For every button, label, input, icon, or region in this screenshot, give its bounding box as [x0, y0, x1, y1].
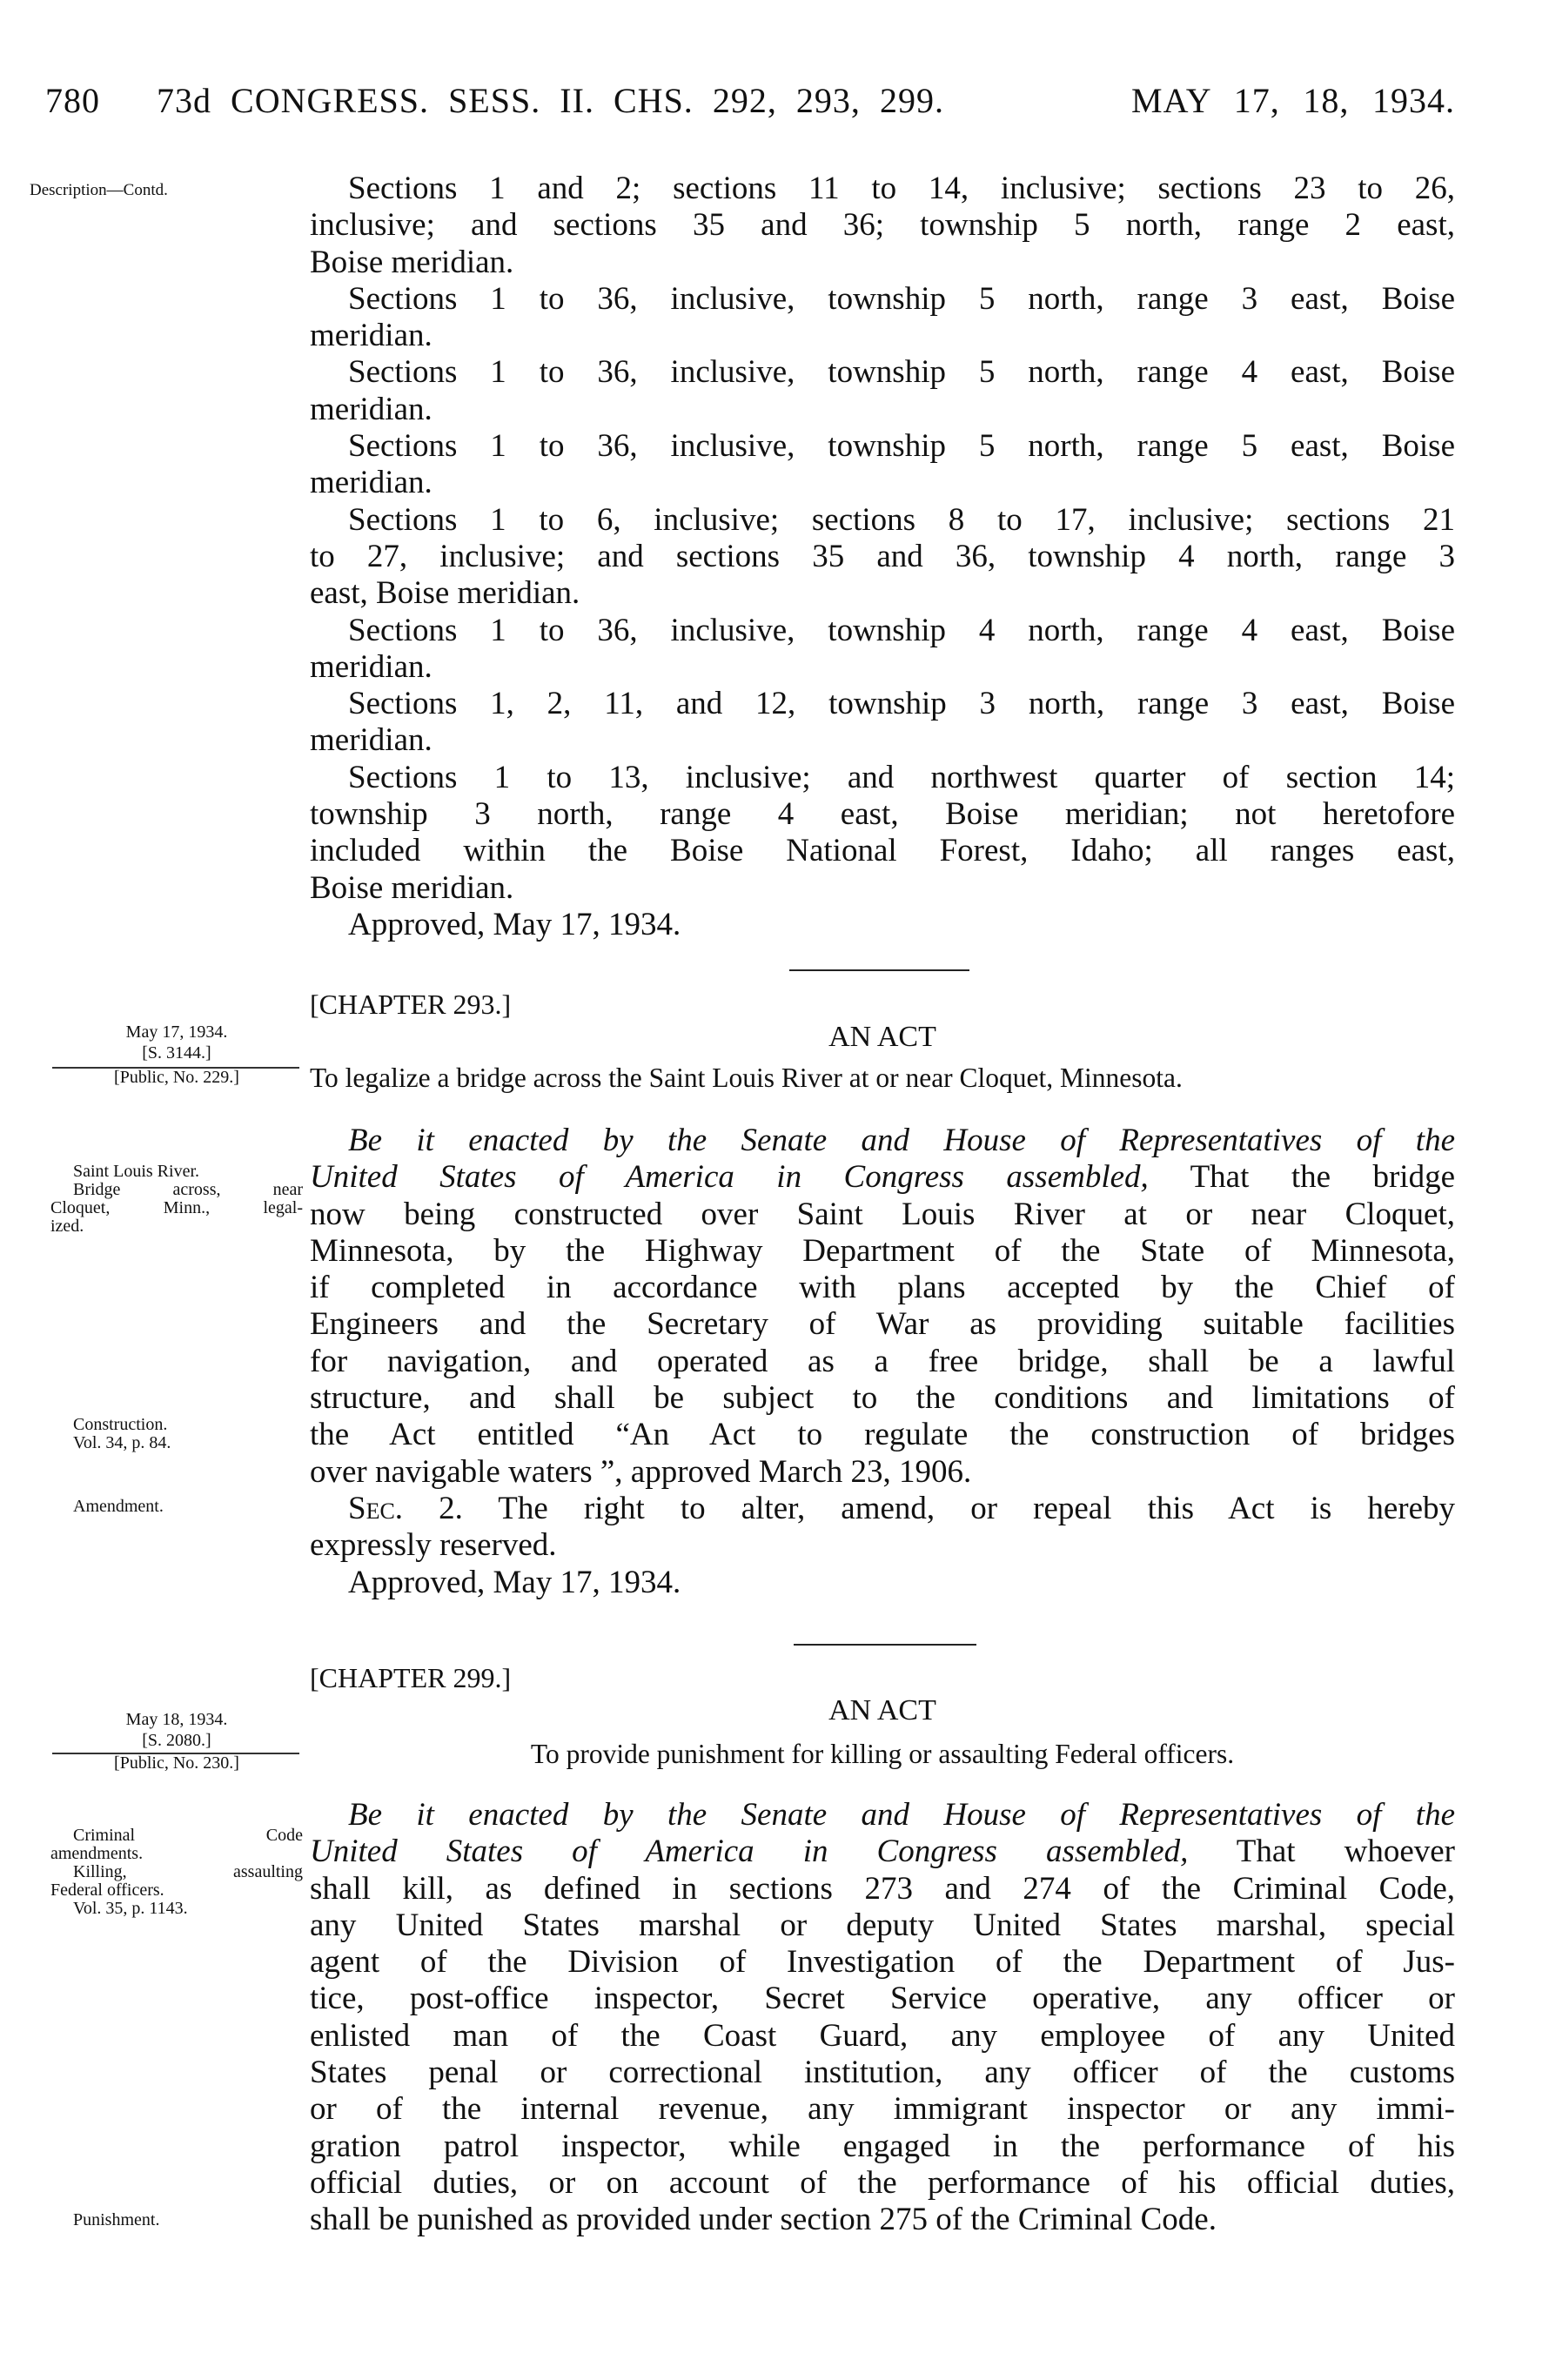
margin-note-line: Vol. 35, p. 1143.: [73, 1899, 188, 1918]
header-date: MAY 17, 18, 1934.: [1131, 81, 1455, 120]
text-line: any United States marshal or deputy United States marshal, special: [310, 1907, 1455, 1943]
chapter-299-bill-number: [S. 2080.]: [142, 1731, 211, 1750]
text-line: shall be punished as provided under section 275 of the Criminal Code.: [310, 2202, 1217, 2238]
text-line: agent of the Division of Investigation of the Department of Jus-: [310, 1944, 1455, 1981]
text-line: meridian.: [310, 391, 433, 427]
text-line: now being constructed over Saint Louis River at or near Cloquet,: [310, 1196, 1455, 1232]
chapter-299-date: May 18, 1934.: [125, 1710, 228, 1729]
text-line: shall kill, as defined in sections 273 and 274 of the Criminal Code,: [310, 1870, 1455, 1907]
text-segment: That whoever: [1188, 1834, 1455, 1870]
chapter-299-public-number: [Public, No. 230.]: [114, 1753, 239, 1773]
margin-note-line: Federal officers.: [50, 1881, 164, 1900]
chapter-293-title: To legalize a bridge across the Saint Louis River at or near Cloquet, Minnesota.: [310, 1063, 1183, 1093]
text-line: States penal or correctional institution, any officer of the customs: [310, 2055, 1455, 2091]
text-line: Minnesota, by the Highway Department of the State of Minnesota,: [310, 1232, 1455, 1269]
running-title: 73d CONGRESS. SESS. II. CHS. 292, 293, 299.: [157, 81, 944, 120]
section-divider: [794, 1644, 976, 1646]
enacting-clause-italic: Be it enacted by the Senate and House of Representatives of the: [348, 1123, 1455, 1158]
text-segment: 2. The right to alter, amend, or repeal this Act is hereby: [403, 1490, 1455, 1526]
text-line: enlisted man of the Coast Guard, any employee of any United: [310, 2017, 1455, 2054]
text-line: tice, post-office inspector, Secret Service operative, any officer or: [310, 1981, 1455, 2017]
margin-note-line: Killing, assaulting: [73, 1862, 303, 1881]
margin-note-amendment: [50, 1498, 303, 1516]
enacting-clause-italic: United States of America in Congress assembled,: [310, 1834, 1189, 1870]
enacting-clause-italic: Be it enacted by the Senate and House of Representatives of the: [348, 1797, 1455, 1833]
chapter-293-heading: AN ACT: [828, 1021, 936, 1053]
chapter-299-body: [310, 1797, 1455, 2239]
text-line: east, Boise meridian.: [310, 575, 580, 612]
chapter-292-body: [310, 171, 1455, 943]
text-segment: That the bridge: [1148, 1159, 1455, 1196]
text-line: for navigation, and operated as a free bridge, shall be a lawful: [310, 1343, 1455, 1379]
text-line: Approved, May 17, 1934.: [348, 1564, 681, 1600]
text-line: Sections 1 and 2; sections 11 to 14, inclusive; sections 23 to 26,: [348, 171, 1455, 206]
margin-note-line: Construction.: [73, 1415, 168, 1434]
margin-note-line: Cloquet, Minn., legal-: [50, 1198, 303, 1217]
chapter-299-title: To provide punishment for killing or assaulting Federal officers.: [530, 1739, 1235, 1769]
text-line: meridian.: [310, 648, 433, 685]
text-line: Engineers and the Secretary of War as providing suitable facilities: [310, 1306, 1455, 1343]
text-line: [310, 1491, 1455, 1527]
text-line: inclusive; and sections 35 and 36; township 5 north, range 2 east,: [310, 207, 1455, 244]
margin-note-line: Amendment.: [73, 1497, 164, 1516]
margin-note-line: Punishment.: [73, 2210, 160, 2229]
margin-note-construction: [50, 1416, 303, 1452]
text-line: [310, 1123, 1455, 1159]
text-line: meridian.: [310, 465, 433, 501]
page-number: 780: [45, 81, 100, 120]
text-line: or of the internal revenue, any immigrant inspector or any immi-: [310, 2091, 1455, 2128]
text-line: [310, 1797, 1455, 1834]
margin-note-saint-louis-river: [50, 1163, 303, 1236]
text-line: Sections 1 to 36, inclusive, township 5 north, range 4 east, Boise: [348, 354, 1455, 391]
text-line: included within the Boise National Forest, Idaho; all ranges east,: [310, 833, 1455, 869]
text-line: expressly reserved.: [310, 1527, 557, 1564]
margin-note-punishment: [50, 2211, 303, 2229]
chapter-293-body: [310, 1123, 1455, 1601]
text-line: [310, 1159, 1455, 1196]
text-line: Sections 1 to 36, inclusive, township 5 north, range 5 east, Boise: [348, 428, 1455, 465]
text-line: Boise meridian.: [310, 869, 514, 906]
text-line: Boise meridian.: [310, 244, 514, 280]
chapter-293-date: May 17, 1934.: [125, 1022, 228, 1042]
text-line: official duties, or on account of the performance of his official duties,: [310, 2164, 1455, 2201]
text-line: Sections 1 to 36, inclusive, township 5 north, range 3 east, Boise: [348, 280, 1455, 317]
text-line: Approved, May 17, 1934.: [348, 906, 681, 942]
margin-note-line: Criminal Code: [73, 1826, 303, 1845]
text-line: to 27, inclusive; and sections 35 and 36, township 4 north, range 3: [310, 538, 1455, 574]
text-line: township 3 north, range 4 east, Boise meridian; not heretofore: [310, 796, 1455, 833]
text-line: [310, 1834, 1455, 1870]
text-line: if completed in accordance with plans accepted by the Chief of: [310, 1270, 1455, 1306]
text-line: meridian.: [310, 318, 433, 354]
margin-note-line: Bridge across, near: [73, 1180, 303, 1199]
chapter-293-bill-number: [S. 3144.]: [142, 1043, 211, 1063]
text-line: Sections 1 to 13, inclusive; and northwest quarter of section 14;: [348, 759, 1455, 795]
text-line: meridian.: [310, 722, 433, 759]
margin-note-criminal-code: [50, 1827, 303, 1918]
text-line: gration patrol inspector, while engaged in the performance of his: [310, 2128, 1455, 2164]
chapter-299-label: [CHAPTER 299.]: [310, 1662, 512, 1693]
text-line: Sections 1 to 36, inclusive, township 4 north, range 4 east, Boise: [348, 612, 1455, 648]
text-line: Sections 1 to 6, inclusive; sections 8 to 17, inclusive; sections 21: [348, 501, 1455, 538]
section-divider: [789, 969, 969, 971]
text-line: over navigable waters ”, approved March 23, 1906.: [310, 1453, 972, 1490]
margin-note-line: Saint Louis River.: [73, 1162, 199, 1181]
text-line: structure, and shall be subject to the conditions and limitations of: [310, 1380, 1455, 1417]
margin-note-line: Vol. 34, p. 84.: [73, 1433, 171, 1452]
text-line: the Act entitled “An Act to regulate the construction of bridges: [310, 1417, 1455, 1453]
margin-note-line: amendments.: [50, 1844, 144, 1863]
margin-note-line: ized.: [50, 1217, 84, 1236]
chapter-299-heading: AN ACT: [828, 1694, 936, 1726]
enacting-clause-italic: United States of America in Congress assembled,: [310, 1159, 1149, 1196]
chapter-293-public-number: [Public, No. 229.]: [114, 1068, 239, 1087]
chapter-293-label: [CHAPTER 293.]: [310, 989, 512, 1020]
margin-note-description-contd: Description—Contd.: [30, 181, 168, 199]
text-line: Sections 1, 2, 11, and 12, township 3 north, range 3 east, Boise: [348, 686, 1455, 722]
text-segment: Sec.: [348, 1490, 404, 1526]
